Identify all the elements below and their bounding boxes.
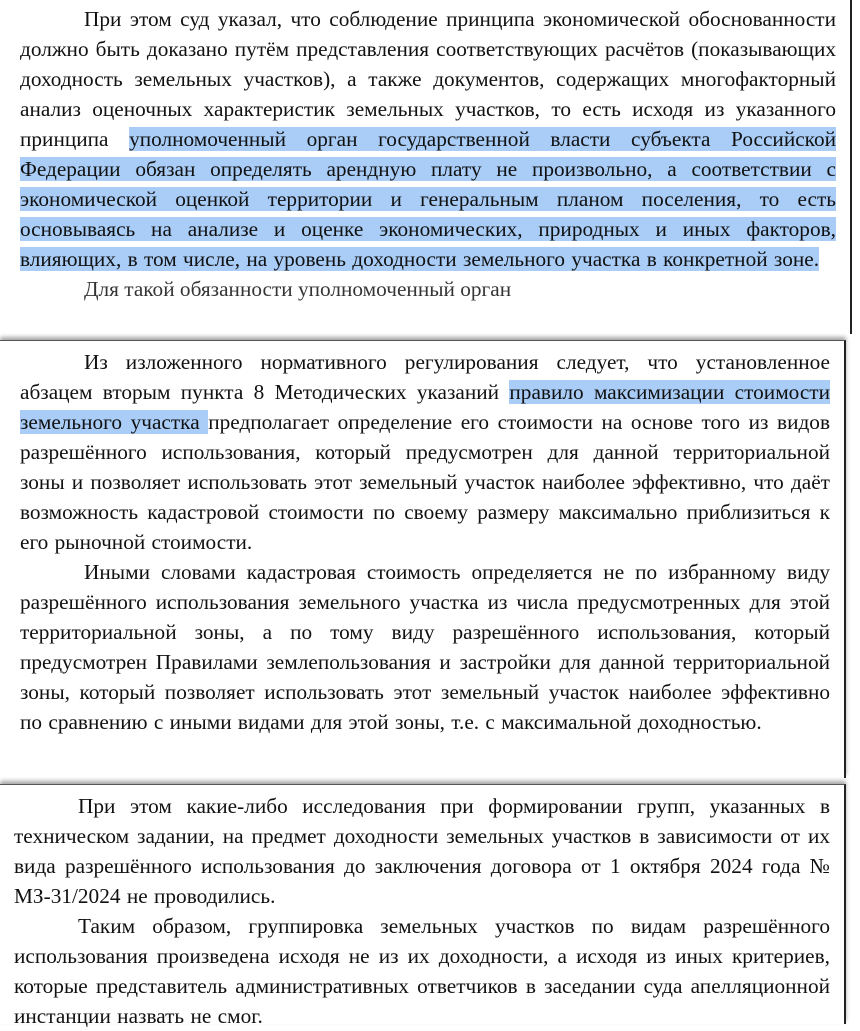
document-fragment-2 [0, 340, 846, 778]
paragraph: Таким образом, группировка земельных участков по видам разрешённого использования произведена исходя не из их доходности, а исходя из иных критериев, которые представитель административных ответчиков в заседании суда апелляционной инстанции назвать не смог. [14, 914, 830, 1028]
highlighted-text: уполномоченный орган государственной власти субъекта Российской Федерации обязан определять арендную плату не произвольно, а соответствии с экономической оценкой территории и генеральным планом поселения, то есть основываясь на анализе и оценке экономических, природных и иных факторов, влияющих, в том числе, на уровень доходности земельного участка в конкретной зоне. [20, 127, 836, 271]
paragraph-text: предполагает определение его стоимости на основе того из видов разрешённого использования, который предусмотрен для данной территориальной зоны и позволяет использовать этот земельный участок наиболее эффективно, что даёт возможность кадастровой стоимости по своему размеру максимально приблизиться к его рыночной стоимости. [20, 410, 830, 554]
paragraph [20, 341, 830, 557]
document-fragment-1 [0, 0, 852, 334]
paragraph: Иными словами кадастровая стоимость определяется не по избранному виду разрешённого использования земельного участка из числа предусмотренных для этой территориальной зоны, а по тому виду разрешённого использования, который предусмотрен Правилами землепользования и застройки для данной территориальной зоны, который позволяет использовать этот земельный участок наиболее эффективно по сравнению с иными видами для этой зоны, т.е. с максимальной доходностью. [20, 560, 830, 734]
paragraph-text: Из изложенного нормативного регулирования следует, что установленное абзацем вторым пункта 8 Методических указаний [20, 350, 830, 404]
paragraph: При этом какие-либо исследования при формировании групп, указанных в техническом задании, на предмет доходности земельных участков в зависимости от их вида разрешённого использования до заключения договора от 1 октября 2024 года № МЗ-31/2024 не проводились. [14, 794, 830, 908]
document-fragment-3 [0, 784, 846, 1028]
paragraph [20, 0, 836, 274]
cut-off-line: Для такой обязанности уполномоченный орган [84, 277, 512, 301]
highlighted-text: правило максимизации стоимости земельного участка [20, 380, 831, 434]
paragraph-text: При этом суд указал, что соблюдение принципа экономической обоснованности должно быть доказано путём представления соответствующих расчётов (показывающих доходность земельных участков), а также документов, содержащих многофакторный анализ оценочных характеристик земельных участков, то есть исходя из указанного принципа [20, 7, 836, 151]
